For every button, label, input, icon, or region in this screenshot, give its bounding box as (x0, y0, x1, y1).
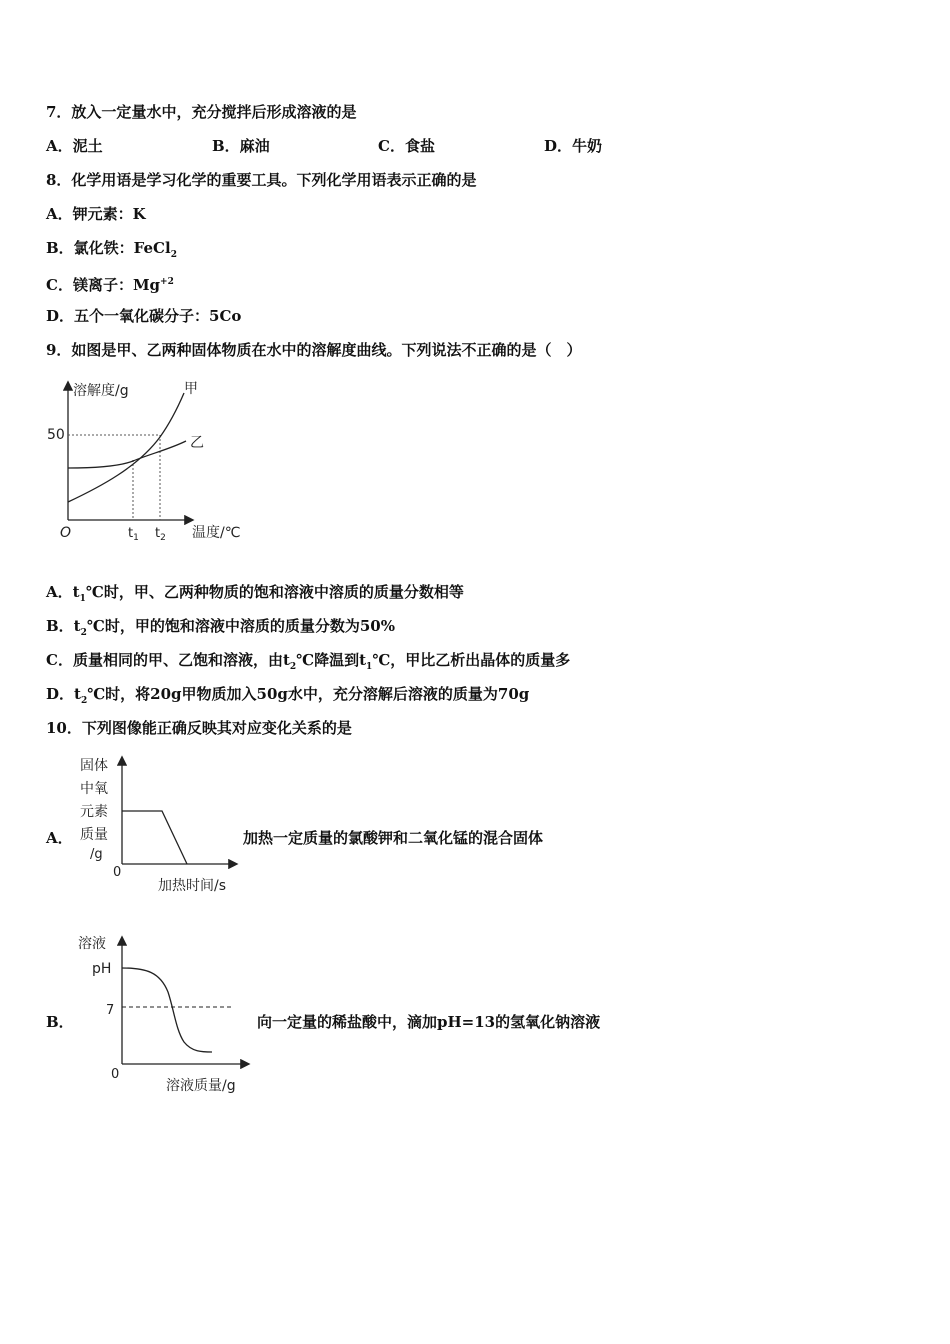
q10-b-ylabel-line2: pH (92, 961, 112, 977)
q9-a-part2: ℃时，甲、乙两种物质的饱和溶液中溶质的质量分数相等 (85, 583, 464, 601)
q10-a-ylabel-line4: 质量 (80, 827, 108, 843)
q8-option-b-text: B．氯化铁：FeCl (46, 239, 171, 257)
q8-option-c-superscript: +2 (160, 277, 174, 287)
q8-option-c-text: C．镁离子：Mg (46, 276, 161, 294)
q9-c-sub2: 1 (366, 662, 373, 672)
q9-d-part2: ℃时，将20g甲物质加入50g水中，充分溶解后溶液的质量为70g (87, 685, 530, 703)
q10-b-graph (76, 930, 266, 1100)
q9-curve-yi-label: 乙 (190, 435, 204, 451)
q8-stem: 8．化学用语是学习化学的重要工具。下列化学用语表示正确的是 (46, 171, 477, 189)
q9-c-part1: C．质量相同的甲、乙饱和溶液，由t (46, 651, 290, 669)
q10-a-origin: 0 (113, 865, 122, 880)
q7-option-d: D．牛奶 (544, 137, 603, 155)
q10-a-curve (122, 811, 187, 864)
q7-option-c: C．食盐 (378, 137, 435, 155)
q10-b-origin: 0 (111, 1067, 120, 1082)
q8-option-d: D．五个一氧化碳分子：5Co (46, 307, 242, 325)
q9-option-c (46, 650, 570, 677)
q9-curve-yi (68, 441, 186, 468)
q8-option-b (46, 238, 177, 265)
q10-b-y-tick-7: 7 (106, 1003, 115, 1018)
q10-a-ylabel-line2: 中氧 (80, 781, 108, 797)
q9-solubility-graph (40, 375, 260, 550)
q9-curve-jia-label: 甲 (184, 381, 198, 397)
q10-option-a-text: 加热一定质量的氯酸钾和二氧化锰的混合固体 (243, 829, 544, 847)
q10-b-xlabel: 溶液质量/g (166, 1078, 236, 1094)
q9-option-d (46, 684, 529, 711)
q9-t2-text: t (155, 526, 161, 541)
q10-option-b-text: 向一定量的稀盐酸中，滴加pH=13的氢氧化钠溶液 (257, 1013, 601, 1031)
q9-b-sub: 2 (80, 628, 87, 638)
q9-b-part1: B．t (46, 617, 81, 635)
q10-option-b-label: B． (46, 1013, 74, 1031)
q9-option-b (46, 616, 395, 643)
q10-stem: 10．下列图像能正确反映其对应变化关系的是 (46, 719, 352, 737)
q9-b-part2: ℃时，甲的饱和溶液中溶质的质量分数为50% (86, 617, 395, 635)
q9-t1-tick (128, 526, 139, 543)
q9-y-axis-label: 溶解度/g (73, 383, 129, 399)
q10-a-ylabel-line1: 固体 (80, 758, 108, 774)
q10-a-ylabel-line5: /g (90, 847, 103, 862)
q9-x-axis-label: 温度/℃ (192, 525, 241, 541)
q9-y-tick-50: 50 (47, 427, 65, 443)
q9-option-a (46, 582, 464, 609)
q10-b-curve (122, 968, 212, 1052)
q10-b-ylabel-line1: 溶液 (78, 936, 106, 952)
q10-option-a-label: A． (46, 829, 73, 847)
q9-t1-sub: 1 (133, 533, 139, 543)
q9-t1-text: t (128, 526, 134, 541)
q10-a-xlabel: 加热时间/s (158, 878, 227, 894)
q9-c-part2: ℃降温到t (296, 651, 367, 669)
q9-t2-tick (155, 526, 166, 543)
q8-option-a: A．钾元素：K (46, 205, 146, 223)
q9-d-sub: 2 (80, 696, 88, 706)
q9-c-sub1: 2 (289, 662, 297, 672)
q9-d-part1: D．t (46, 685, 81, 703)
q9-origin: O (60, 525, 72, 541)
q9-c-part3: ℃，甲比乙析出晶体的质量多 (372, 651, 571, 669)
q9-curve-jia (68, 393, 184, 502)
q7-option-b: B．麻油 (212, 137, 270, 155)
q9-a-sub: 1 (79, 594, 86, 604)
q7-option-a: A．泥土 (46, 137, 103, 155)
q9-stem: 9．如图是甲、乙两种固体物质在水中的溶解度曲线。下列说法不正确的是（ ） (46, 341, 582, 359)
q8-option-b-subscript: 2 (170, 250, 177, 260)
q7-stem: 7．放入一定量水中，充分搅拌后形成溶液的是 (46, 103, 357, 121)
q10-a-ylabel-line3: 元素 (80, 804, 108, 820)
q10-a-graph (76, 750, 256, 898)
q9-t2-sub: 2 (160, 533, 166, 543)
q9-a-part1: A．t (46, 583, 80, 601)
q8-option-c (46, 272, 174, 295)
